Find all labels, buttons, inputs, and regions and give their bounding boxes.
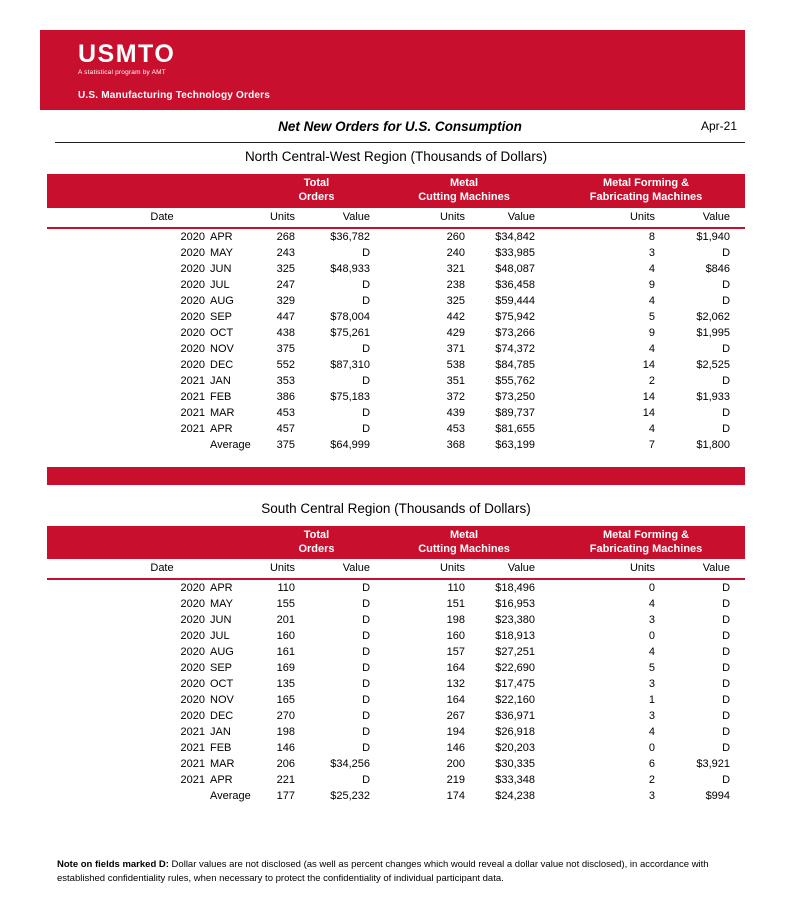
group-label-line: Metal [449, 528, 479, 541]
value-cell: D [722, 742, 731, 755]
date-cell: 2020 OCT [180, 678, 234, 691]
col-group-total-orders [252, 174, 381, 208]
table-row [47, 756, 745, 772]
value-cell: $1,933 [696, 390, 731, 403]
units-column-header: Units [381, 559, 473, 579]
value-column-header: Value [310, 208, 381, 228]
units-cell: 552 [276, 358, 295, 371]
units-cell: 160 [276, 630, 295, 643]
table-body [47, 228, 745, 453]
units-cell: 368 [446, 438, 466, 451]
units-cell: 9 [648, 326, 656, 339]
title-row [55, 118, 745, 143]
value-cell: D [362, 678, 371, 691]
date-cell: 2020 JUL [180, 278, 230, 291]
value-cell: $75,261 [330, 326, 371, 339]
units-cell: 3 [648, 790, 656, 803]
table-row [47, 660, 745, 676]
units-cell: 135 [276, 678, 295, 691]
date-cell: 2020 APR [180, 582, 233, 595]
value-cell: $87,310 [330, 358, 371, 371]
value-cell: $36,782 [330, 230, 371, 243]
group-header-row [47, 174, 745, 208]
units-cell: 4 [648, 726, 656, 739]
confidentiality-note [57, 858, 745, 887]
units-cell: 442 [446, 310, 466, 323]
group-label-line: Metal [449, 177, 479, 189]
units-cell: 329 [276, 294, 295, 307]
value-cell: D [362, 710, 371, 723]
value-cell: D [722, 278, 731, 291]
value-cell: $75,942 [495, 310, 536, 323]
units-cell: 240 [446, 246, 466, 259]
value-cell: D [362, 342, 371, 355]
table-row [47, 405, 745, 421]
table-row [47, 612, 745, 628]
value-cell: $2,062 [696, 310, 731, 323]
average-label-cell: Average [210, 790, 251, 803]
units-cell: 164 [446, 694, 466, 707]
value-cell: $2,525 [696, 358, 731, 371]
table-row [47, 261, 745, 277]
units-cell: 169 [276, 662, 295, 675]
value-cell: $33,985 [495, 246, 536, 259]
value-cell: $34,842 [495, 230, 536, 243]
value-cell: D [362, 374, 371, 387]
report-content [47, 149, 745, 804]
group-label-line: Orders [298, 542, 335, 555]
date-cell: 2021 JAN [180, 726, 231, 739]
date-cell: 2020 OCT [180, 326, 234, 339]
orders-table-north-central-west [47, 174, 745, 453]
col-group-total-orders [252, 526, 381, 560]
table-row [47, 277, 745, 293]
units-cell: 6 [648, 758, 656, 771]
units-cell: 198 [276, 726, 295, 739]
value-cell: $30,335 [495, 758, 536, 771]
group-label-line: Total [303, 528, 330, 541]
date-cell: 2020 DEC [180, 358, 234, 371]
group-header-row [47, 526, 745, 560]
date-cell: 2020 MAY [180, 598, 234, 611]
group-label-line: Cutting Machines [418, 542, 510, 555]
date-cell: 2020 JUN [180, 262, 232, 275]
units-cell: 4 [648, 342, 656, 355]
value-cell: D [722, 646, 731, 659]
date-cell: 2021 APR [180, 422, 233, 435]
units-cell: 247 [276, 278, 295, 291]
value-cell: $36,971 [495, 710, 536, 723]
value-cell: $17,475 [495, 678, 536, 691]
value-cell: D [722, 630, 731, 643]
value-cell: $33,348 [495, 774, 536, 787]
units-cell: 243 [276, 246, 295, 259]
value-cell: $27,251 [495, 646, 536, 659]
value-cell: $74,372 [495, 342, 536, 355]
orders-table-south-central [47, 526, 745, 805]
units-cell: 4 [648, 422, 656, 435]
table-row [47, 740, 745, 756]
col-group-metal-forming [547, 526, 745, 560]
units-cell: 8 [648, 230, 656, 243]
value-cell: $3,921 [696, 758, 731, 771]
table-row [47, 708, 745, 724]
value-cell: $55,762 [495, 374, 536, 387]
table-row [47, 772, 745, 788]
units-cell: 457 [276, 422, 295, 435]
value-cell: $64,999 [330, 438, 371, 451]
value-cell: D [362, 646, 371, 659]
group-label-line: Orders [298, 191, 335, 204]
date-cell: 2020 JUL [180, 630, 230, 643]
units-cell: 2 [648, 774, 656, 787]
units-cell: 14 [642, 406, 656, 419]
value-cell: $48,933 [330, 262, 371, 275]
units-column-header: Units [381, 208, 473, 228]
units-cell: 447 [276, 310, 295, 323]
units-cell: 438 [276, 326, 295, 339]
value-cell: D [362, 582, 371, 595]
value-cell: D [722, 422, 731, 435]
units-cell: 157 [446, 646, 466, 659]
units-column-header: Units [252, 559, 310, 579]
note-text: Dollar values are not disclosed (as well as percent changes which would reveal a dollar value not disclosed), in accordance with established confidentiality rules, when necessary to protect the confidentiality of individual participant data. [57, 858, 709, 885]
units-cell: 194 [446, 726, 466, 739]
table-row [47, 579, 745, 596]
units-cell: 325 [276, 262, 295, 275]
units-cell: 110 [277, 582, 295, 595]
units-cell: 177 [276, 790, 295, 803]
value-cell: D [362, 630, 371, 643]
date-cell: 2021 MAR [180, 406, 235, 419]
units-cell: 5 [648, 662, 656, 675]
page-title: Net New Orders for U.S. Consumption [278, 119, 522, 134]
date-cell: 2021 FEB [180, 742, 232, 755]
units-cell: 160 [446, 630, 466, 643]
table-body [47, 579, 745, 804]
units-cell: 161 [276, 646, 295, 659]
units-cell: 198 [446, 614, 466, 627]
table-divider-band [47, 467, 745, 485]
value-cell: $23,380 [495, 614, 536, 627]
value-cell: D [362, 662, 371, 675]
col-group-metal-cutting [381, 526, 547, 560]
value-cell: $1,800 [696, 438, 731, 451]
units-cell: 429 [446, 326, 466, 339]
units-cell: 4 [648, 294, 656, 307]
date-cell: 2021 APR [180, 774, 233, 787]
value-cell: $1,995 [696, 326, 731, 339]
units-cell: 453 [446, 422, 466, 435]
table-row [47, 357, 745, 373]
units-cell: 351 [446, 374, 466, 387]
brand-banner [40, 30, 745, 110]
date-cell: 2020 DEC [180, 710, 234, 723]
table-row [47, 628, 745, 644]
units-cell: 371 [446, 342, 466, 355]
program-name: U.S. Manufacturing Technology Orders [78, 90, 271, 101]
date-cell: 2020 NOV [180, 342, 234, 355]
units-cell: 3 [648, 678, 656, 691]
units-cell: 325 [446, 294, 466, 307]
units-cell: 219 [446, 774, 466, 787]
value-cell: $18,913 [495, 630, 536, 643]
value-cell: D [722, 246, 731, 259]
date-cell: 2020 NOV [180, 694, 234, 707]
value-cell: $75,183 [330, 390, 371, 403]
table-row [47, 692, 745, 708]
value-cell: D [362, 774, 371, 787]
date-cell: 2021 JAN [180, 374, 231, 387]
table-row [47, 325, 745, 341]
value-cell: D [722, 614, 731, 627]
value-cell: D [722, 294, 731, 307]
units-cell: 4 [648, 262, 656, 275]
units-cell: 538 [446, 358, 466, 371]
group-label-line: Fabricating Machines [589, 191, 703, 204]
units-cell: 453 [276, 406, 295, 419]
units-cell: 0 [648, 582, 656, 595]
value-cell: D [722, 406, 731, 419]
table-row [47, 596, 745, 612]
value-cell: D [722, 598, 731, 611]
table-row [47, 341, 745, 357]
value-cell: $84,785 [495, 358, 536, 371]
value-column-header: Value [310, 559, 381, 579]
units-cell: 0 [648, 742, 656, 755]
units-cell: 206 [276, 758, 295, 771]
units-cell: 321 [446, 262, 466, 275]
value-cell: D [722, 582, 731, 595]
value-cell: $26,918 [495, 726, 536, 739]
value-cell: $78,004 [330, 310, 371, 323]
value-cell: $63,199 [495, 438, 536, 451]
units-cell: 1 [648, 694, 656, 707]
value-column-header: Value [473, 208, 547, 228]
date-cell: 2021 FEB [180, 390, 232, 403]
units-cell: 439 [446, 406, 466, 419]
table-row [47, 293, 745, 309]
value-cell: D [362, 598, 371, 611]
value-cell: D [722, 342, 731, 355]
date-cell: 2020 SEP [180, 662, 233, 675]
units-cell: 151 [446, 598, 466, 611]
value-cell: $73,266 [495, 326, 536, 339]
units-cell: 3 [648, 246, 656, 259]
units-cell: 375 [276, 438, 295, 451]
units-cell: 238 [446, 278, 466, 291]
table-row [47, 245, 745, 261]
group-header-spacer [47, 174, 252, 208]
date-column-header: Date [47, 559, 252, 579]
table-row [47, 676, 745, 692]
note-label: Note on fields marked D: [57, 858, 169, 870]
units-column-header: Units [547, 559, 665, 579]
value-cell: $48,087 [495, 262, 536, 275]
units-cell: 155 [276, 598, 295, 611]
group-label-line: Metal Forming & [602, 528, 690, 541]
date-cell: 2020 JUN [180, 614, 232, 627]
value-cell: D [722, 710, 731, 723]
logo-subtitle: A statistical program by AMT [78, 69, 166, 76]
table-row [47, 309, 745, 325]
value-cell: $34,256 [330, 758, 371, 771]
units-cell: 221 [276, 774, 295, 787]
date-cell: 2020 APR [180, 230, 233, 243]
units-cell: 174 [446, 790, 466, 803]
date-cell: 2020 AUG [180, 294, 234, 307]
units-cell: 268 [276, 230, 295, 243]
value-column-header: Value [473, 559, 547, 579]
table-row [47, 228, 745, 245]
value-cell: $73,250 [495, 390, 536, 403]
units-cell: 2 [648, 374, 656, 387]
group-label-line: Metal Forming & [602, 177, 690, 189]
value-cell: $20,203 [495, 742, 536, 755]
units-cell: 353 [276, 374, 295, 387]
value-cell: D [362, 278, 371, 291]
value-cell: $59,444 [495, 294, 536, 307]
table-row [47, 644, 745, 660]
units-cell: 146 [276, 742, 295, 755]
table-row [47, 389, 745, 405]
units-cell: 132 [446, 678, 466, 691]
value-cell: D [722, 774, 731, 787]
value-cell: D [362, 294, 371, 307]
table-title-south-central: South Central Region (Thousands of Dollars) [261, 500, 531, 516]
group-header-spacer [47, 526, 252, 560]
report-period: Apr-21 [700, 119, 737, 133]
value-cell: $16,953 [495, 598, 536, 611]
value-cell: D [362, 246, 371, 259]
group-label-line: Total [303, 177, 330, 189]
units-cell: 3 [648, 710, 656, 723]
units-cell: 110 [447, 582, 466, 595]
value-cell: $89,737 [495, 406, 536, 419]
usmto-logo [78, 42, 175, 77]
value-cell: D [722, 678, 731, 691]
value-cell: D [362, 694, 371, 707]
units-cell: 7 [648, 438, 656, 451]
table-title-north-central-west: North Central-West Region (Thousands of Dollars) [244, 149, 548, 164]
value-cell: $1,940 [696, 230, 731, 243]
value-cell: $846 [705, 262, 731, 275]
column-header-row [47, 559, 745, 579]
value-cell: $18,496 [495, 582, 536, 595]
units-column-header: Units [547, 208, 665, 228]
table-row [47, 724, 745, 740]
units-cell: 386 [276, 390, 295, 403]
value-column-header: Value [665, 208, 745, 228]
group-label-line: Cutting Machines [418, 191, 510, 204]
value-cell: $24,238 [495, 790, 536, 803]
units-cell: 267 [446, 710, 466, 723]
value-cell: $994 [705, 790, 731, 803]
units-cell: 164 [446, 662, 466, 675]
units-cell: 14 [642, 358, 656, 371]
units-cell: 4 [648, 646, 656, 659]
table-row [47, 373, 745, 389]
date-cell: 2020 MAY [180, 246, 234, 259]
units-cell: 9 [648, 278, 656, 291]
date-column-header: Date [47, 208, 252, 228]
units-cell: 146 [446, 742, 466, 755]
value-cell: $22,160 [495, 694, 536, 707]
units-cell: 165 [276, 694, 295, 707]
units-cell: 14 [642, 390, 656, 403]
value-cell: D [722, 726, 731, 739]
col-group-metal-cutting [381, 174, 547, 208]
value-cell: $81,655 [495, 422, 536, 435]
value-column-header: Value [665, 559, 745, 579]
date-cell: 2021 MAR [180, 758, 235, 771]
column-header-row [47, 208, 745, 228]
value-cell: D [722, 662, 731, 675]
date-cell: 2020 AUG [180, 646, 234, 659]
logo-text: USMTO [78, 40, 176, 68]
units-column-header: Units [252, 208, 310, 228]
date-cell: 2020 SEP [180, 310, 233, 323]
average-row [47, 437, 745, 453]
value-cell: $22,690 [495, 662, 536, 675]
units-cell: 200 [446, 758, 466, 771]
value-cell: D [722, 374, 731, 387]
value-cell: D [362, 742, 371, 755]
value-cell: $25,232 [330, 790, 371, 803]
table-row [47, 421, 745, 437]
value-cell: D [722, 694, 731, 707]
units-cell: 375 [276, 342, 295, 355]
average-label-cell: Average [210, 438, 251, 451]
value-cell: D [362, 614, 371, 627]
units-cell: 3 [648, 614, 656, 627]
units-cell: 0 [648, 630, 656, 643]
units-cell: 201 [276, 614, 295, 627]
value-cell: $36,458 [495, 278, 536, 291]
units-cell: 5 [648, 310, 656, 323]
group-label-line: Fabricating Machines [589, 542, 703, 555]
units-cell: 4 [648, 598, 656, 611]
units-cell: 372 [446, 390, 466, 403]
units-cell: 270 [276, 710, 295, 723]
units-cell: 260 [446, 230, 466, 243]
value-cell: D [362, 406, 371, 419]
value-cell: D [362, 422, 371, 435]
average-row [47, 788, 745, 804]
value-cell: D [362, 726, 371, 739]
col-group-metal-forming [547, 174, 745, 208]
